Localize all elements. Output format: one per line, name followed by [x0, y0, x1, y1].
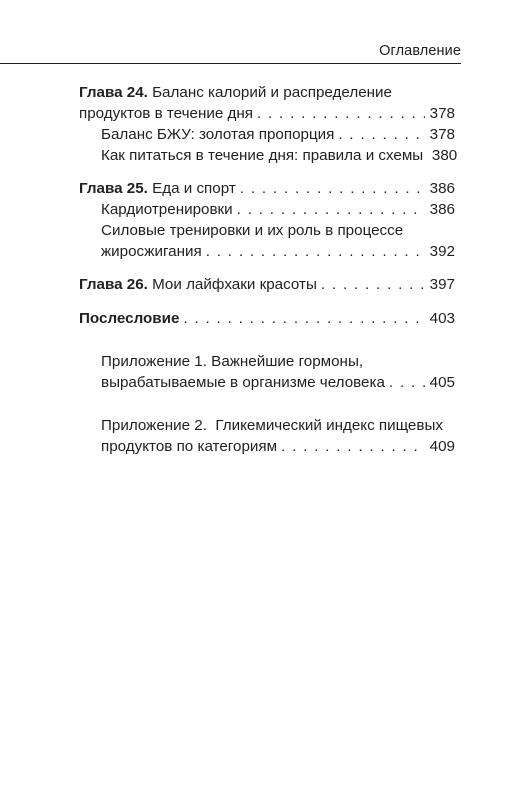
toc-appendix-2[interactable] [79, 415, 455, 457]
chapter-label: Глава 26. [79, 276, 148, 293]
page-number: 392 [429, 243, 455, 260]
section-title: Силовые тренировки и их роль в процессе [101, 222, 404, 239]
toc-line [79, 415, 455, 436]
page-number: 397 [429, 276, 455, 293]
appendix-title-cont: продуктов по категориям [101, 438, 278, 455]
appendix-title-cont: вырабатываемые в организме человека [101, 374, 385, 391]
toc-line [79, 372, 455, 393]
spacer [79, 295, 455, 308]
chapter-title: Мои лайфхаки красоты [147, 276, 317, 293]
page-number: 409 [429, 438, 455, 455]
appendix-title: Приложение 2. Гликемический индекс пищевых [101, 417, 443, 434]
dot-leader [321, 274, 425, 295]
page-number: 380 [431, 147, 458, 164]
toc-section[interactable] [79, 124, 455, 145]
dot-leader [240, 178, 425, 199]
table-of-contents [79, 82, 458, 457]
spacer [79, 329, 455, 351]
toc-appendix-1[interactable] [79, 351, 455, 393]
page-number: 386 [429, 201, 455, 218]
toc-line [79, 220, 455, 241]
toc-entry-title [79, 274, 317, 295]
appendix-title: Приложение 1. Важнейшие гормоны, [101, 353, 364, 370]
toc-chapter-25[interactable] [79, 178, 455, 199]
spacer [79, 166, 455, 178]
section-title: Кардиотренировки [101, 201, 233, 218]
section-title: Баланс БЖУ: золотая пропорция [101, 126, 335, 143]
page-number: 378 [429, 105, 455, 122]
dot-leader [206, 241, 425, 262]
toc-section[interactable] [79, 199, 455, 220]
chapter-label: Глава 24. [79, 84, 148, 101]
header-rule [0, 63, 461, 64]
page-number: 403 [429, 310, 455, 327]
chapter-title: Еда и спорт [147, 180, 236, 197]
section-title: Как питаться в течение дня: правила и схемы [101, 147, 424, 164]
chapter-title-cont: продуктов в течение дня [79, 105, 253, 122]
dot-leader [237, 199, 425, 220]
toc-line [79, 82, 455, 103]
chapter-title: Баланс калорий и распределение [147, 84, 392, 101]
section-title-cont: жиросжигания [101, 243, 202, 260]
page-number: 378 [429, 126, 455, 143]
afterword-title: Послесловие [79, 310, 180, 327]
toc-chapter-26[interactable] [79, 274, 455, 295]
page-number: 405 [429, 374, 455, 391]
chapter-label: Глава 25. [79, 180, 148, 197]
spacer [79, 393, 455, 415]
toc-line [79, 103, 455, 124]
toc-section[interactable] [79, 145, 458, 166]
toc-entry-title [79, 82, 392, 103]
toc-chapter-24[interactable] [79, 82, 455, 124]
dot-leader [183, 308, 425, 329]
toc-line [79, 436, 455, 457]
running-title: Оглавление [371, 43, 461, 59]
toc-afterword[interactable] [79, 308, 455, 329]
dot-leader [338, 124, 425, 145]
dot-leader [257, 103, 425, 124]
toc-line [79, 241, 455, 262]
toc-section[interactable] [79, 220, 455, 262]
spacer [79, 262, 455, 274]
toc-entry-title [79, 178, 236, 199]
dot-leader [281, 436, 425, 457]
toc-line [79, 351, 455, 372]
dot-leader [389, 372, 425, 393]
page-number: 386 [429, 180, 455, 197]
